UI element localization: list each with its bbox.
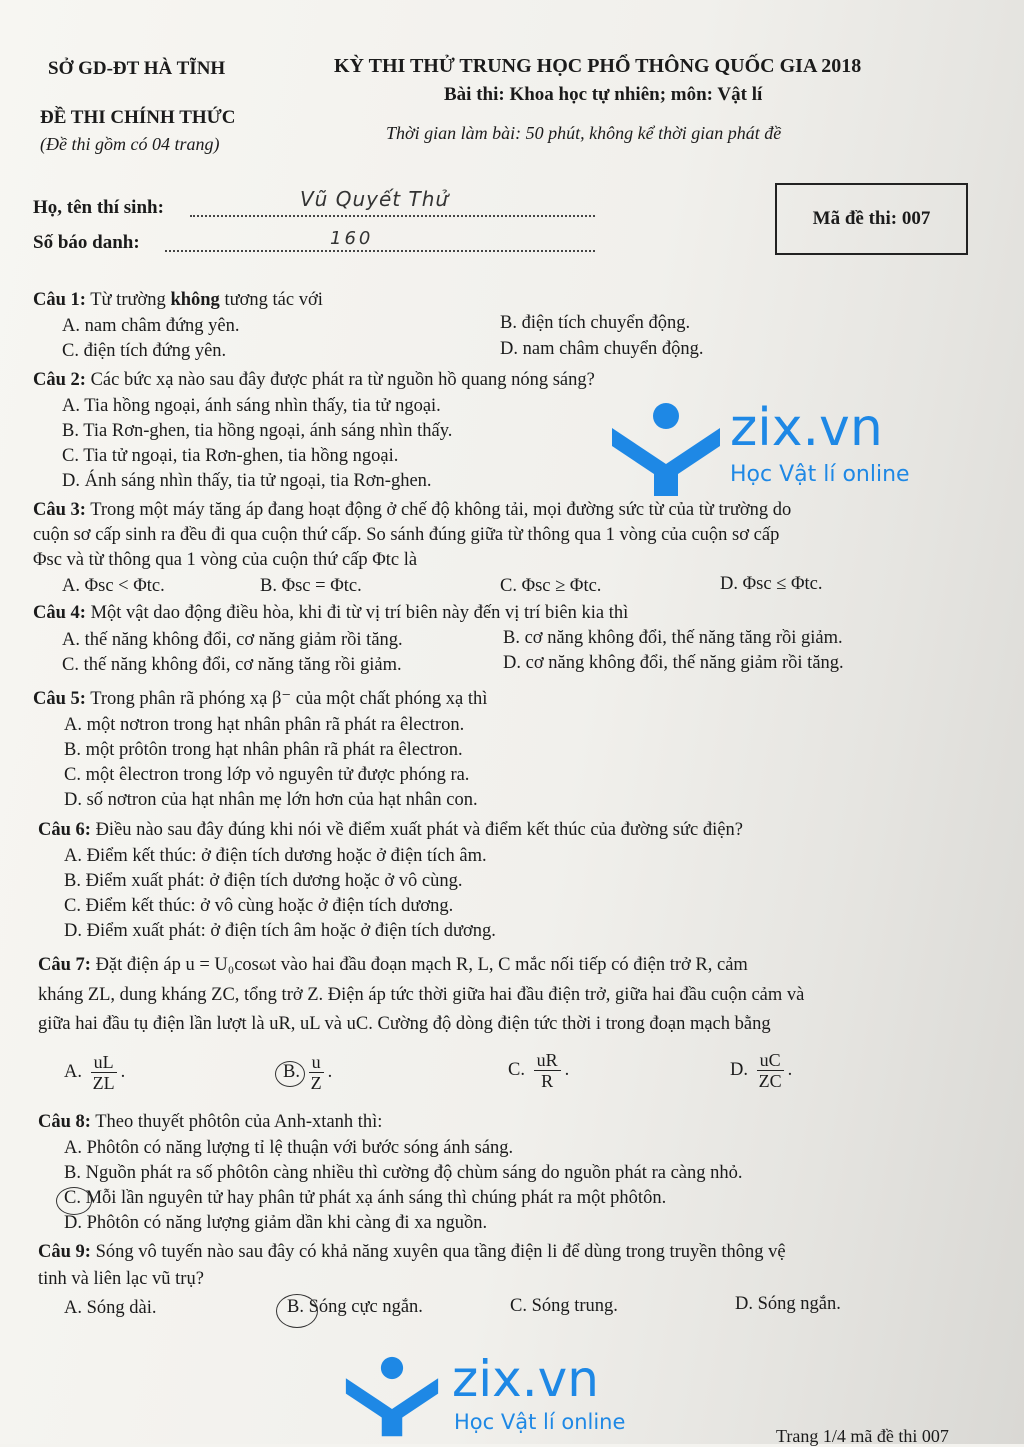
option-8c: C. Mỗi lần nguyên tử hay phân tử phát xạ ánh sáng thì chúng phát ra một phôtôn. (64, 1188, 667, 1208)
option-2d: D. Ánh sáng nhìn thấy, tia tử ngoại, tia Rơn-ghen. (62, 471, 432, 491)
fraction-numerator: uL (91, 1052, 117, 1073)
question-7-line2: kháng ZL, dung kháng ZC, tổng trở Z. Điện áp tức thời giữa hai đầu điện trở, giữa hai đầu cuộn cảm và (38, 985, 805, 1005)
sbd-handwritten: 160 (330, 228, 374, 249)
zix-logo-icon (340, 1356, 444, 1438)
question-text-bold: không (170, 290, 220, 310)
option-5d: D. số nơtron của hạt nhân mẹ lớn hơn của hạt nhân con. (64, 790, 478, 810)
sbd-dotted-line (165, 250, 595, 252)
question-3-line3: Φsc và từ thông qua 1 vòng của cuộn thứ cấp Φtc là (33, 550, 418, 570)
option-3b: B. Φsc = Φtc. (260, 576, 362, 596)
option-6b: B. Điểm xuất phát: ở điện tích dương hoặc ở vô cùng. (64, 871, 463, 891)
option-7a: A. $\frac{uL}{ZL}$ . (64, 1052, 126, 1093)
question-3-line2: cuộn sơ cấp sinh ra đều đi qua cuộn thứ cấp. So sánh đúng giữa từ thông qua 1 vòng của cuộn sơ cấp (33, 525, 780, 545)
answer-circle (276, 1294, 318, 1328)
question-5 (33, 688, 487, 710)
option-9a: A. Sóng dài. (64, 1298, 157, 1318)
exam-time: Thời gian làm bài: 50 phút, không kể thời gian phát đề (386, 123, 782, 143)
fraction-numerator: uR (534, 1050, 561, 1071)
option-4b: B. cơ năng không đổi, thế năng tăng rồi giảm. (503, 628, 843, 648)
option-letter: C. (508, 1059, 525, 1080)
option-3d: D. Φsc ≤ Φtc. (720, 574, 823, 594)
question-1 (33, 290, 323, 311)
question-label: Câu 2: (33, 370, 86, 390)
question-text: Đặt điện áp u = U₀cosωt vào hai đầu đoạn mạch R, L, C mắc nối tiếp có điện trở R, cảm (95, 955, 748, 975)
question-9-line2: tinh và liên lạc vũ trụ? (38, 1269, 204, 1289)
watermark-logo (610, 400, 930, 500)
question-label: Câu 4: (33, 603, 86, 623)
exam-subject: Bài thi: Khoa học tự nhiên; môn: Vật lí (444, 84, 763, 105)
option-6c: C. Điểm kết thúc: ở vô cùng hoặc ở điện tích dương. (64, 896, 454, 916)
fraction (534, 1050, 561, 1091)
option-7b: B. $\frac{u}{Z}$ . (283, 1052, 333, 1093)
option-5b: B. một prôtôn trong hạt nhân phân rã phát ra êlectron. (64, 740, 463, 760)
option-2c: C. Tia tử ngoại, tia Rơn-ghen, tia hồng ngoại. (62, 446, 399, 466)
option-1c: C. điện tích đứng yên. (62, 341, 227, 361)
watermark-logo (340, 1350, 660, 1436)
watermark-tagline: Học Vật lí online (454, 1410, 626, 1434)
question-text: tương tác với (219, 290, 323, 310)
question-label: Câu 1: (33, 290, 86, 310)
watermark-brand: zix.vn (452, 1350, 599, 1408)
option-3a: A. Φsc < Φtc. (62, 576, 165, 596)
fraction-denominator: Z (310, 1073, 322, 1093)
question-label: Câu 3: (33, 500, 86, 520)
option-9c: C. Sóng trung. (510, 1296, 618, 1316)
answer-circle (275, 1061, 305, 1087)
watermark-brand: zix.vn (730, 398, 883, 458)
option-4d: D. cơ năng không đổi, thế năng giảm rồi tăng. (503, 653, 844, 673)
question-label: Câu 9: (38, 1242, 91, 1262)
question-label: Câu 5: (33, 689, 86, 709)
option-4c: C. thế năng không đổi, cơ năng tăng rồi giảm. (62, 655, 402, 675)
option-7d: D. $\frac{uC}{ZC}$ . (730, 1050, 793, 1091)
question-8 (38, 1112, 382, 1133)
option-letter: D. (730, 1059, 748, 1080)
zix-logo-icon (610, 402, 722, 498)
official-label: ĐỀ THI CHÍNH THỨC (40, 107, 236, 128)
option-3c: C. Φsc ≥ Φtc. (500, 576, 602, 596)
fraction-numerator: uC (757, 1050, 784, 1071)
fraction (757, 1050, 784, 1091)
option-1a: A. nam châm đứng yên. (62, 316, 240, 336)
pages-note: (Đề thi gồm có 04 trang) (40, 134, 220, 154)
option-4a: A. thế năng không đổi, cơ năng giảm rồi tăng. (62, 630, 403, 650)
question-label: Câu 7: (38, 955, 91, 975)
option-1d: D. nam châm chuyển động. (500, 339, 704, 359)
option-7c: C. $\frac{uR}{R}$ . (508, 1050, 570, 1091)
option-5c: C. một êlectron trong lớp vỏ nguyên tử được phóng ra. (64, 765, 470, 785)
fraction (91, 1052, 117, 1093)
exam-code-box: Mã đề thi: 007 (775, 183, 968, 255)
fraction (309, 1052, 324, 1093)
option-9b: B. Sóng cực ngắn. (287, 1297, 423, 1317)
exam-title: KỲ THI THỬ TRUNG HỌC PHỔ THÔNG QUỐC GIA 2018 (334, 55, 862, 77)
watermark-tagline: Học Vật lí online (730, 462, 910, 487)
option-1b: B. điện tích chuyển động. (500, 313, 691, 333)
question-text: Trong phân rã phóng xạ β⁻ của một chất phóng xạ thì (90, 689, 488, 709)
question-text: Một vật dao động điều hòa, khi đi từ vị trí biên này đến vị trí biên kia thì (90, 603, 629, 623)
option-6d: D. Điểm xuất phát: ở điện tích âm hoặc ở điện tích dương. (64, 921, 496, 941)
question-label: Câu 6: (38, 820, 91, 840)
option-letter: B. (283, 1061, 300, 1082)
option-6a: A. Điểm kết thúc: ở điện tích dương hoặc ở điện tích âm. (64, 846, 487, 866)
page-footer: Trang 1/4 mã đề thi 007 (776, 1426, 949, 1446)
option-8d: D. Phôtôn có năng lượng giảm dần khi càng đi xa nguồn. (64, 1213, 488, 1233)
question-text: Trong một máy tăng áp đang hoạt động ở chế độ không tải, mọi đường sức từ của từ trường do (90, 500, 792, 520)
question-2 (33, 370, 595, 391)
name-dotted-line (190, 215, 595, 217)
question-3 (33, 500, 791, 521)
option-letter: A. (64, 1061, 82, 1082)
fraction-denominator: ZC (758, 1071, 782, 1091)
option-5a: A. một nơtron trong hạt nhân phân rã phát ra êlectron. (64, 715, 465, 735)
option-2b: B. Tia Rơn-ghen, tia hồng ngoại, ánh sáng nhìn thấy. (62, 421, 453, 441)
option-8a: A. Phôtôn có năng lượng tỉ lệ thuận với bước sóng ánh sáng. (64, 1138, 514, 1158)
question-text: Từ trường (90, 290, 171, 310)
question-label: Câu 8: (38, 1112, 91, 1132)
fraction-denominator: R (541, 1071, 554, 1091)
question-7-line3: giữa hai đầu tụ điện lần lượt là uR, uL và uC. Cường độ dòng điện tức thời i trong đoạn mạch bằng (38, 1014, 771, 1034)
question-4 (33, 603, 628, 624)
fraction-numerator: u (309, 1052, 324, 1073)
question-6 (38, 820, 743, 841)
sbd-label: Số báo danh: (33, 232, 140, 253)
option-2a: A. Tia hồng ngoại, ánh sáng nhìn thấy, tia tử ngoại. (62, 396, 441, 416)
fraction-denominator: ZL (92, 1073, 115, 1093)
question-text: Các bức xạ nào sau đây được phát ra từ nguồn hồ quang nóng sáng? (90, 370, 595, 390)
question-text: Điều nào sau đây đúng khi nói về điểm xuất phát và điểm kết thúc của đường sức điện? (95, 820, 743, 840)
answer-circle (56, 1187, 92, 1215)
question-text: Sóng vô tuyến nào sau đây có khả năng xuyên qua tầng điện li để dùng trong truyền thông vệ (95, 1242, 786, 1262)
option-9d: D. Sóng ngắn. (735, 1294, 841, 1314)
department-name: SỞ GD-ĐT HÀ TĨNH (48, 58, 226, 79)
question-text: Theo thuyết phôtôn của Anh-xtanh thì: (95, 1112, 383, 1132)
question-7 (38, 955, 748, 976)
name-label: Họ, tên thí sinh: (33, 197, 164, 218)
name-handwritten: Vũ Quyết Thử (300, 187, 450, 211)
option-8b: B. Nguồn phát ra số phôtôn càng nhiều thì cường độ chùm sáng do nguồn phát ra càng nhỏ. (64, 1163, 743, 1183)
question-9 (38, 1242, 786, 1263)
